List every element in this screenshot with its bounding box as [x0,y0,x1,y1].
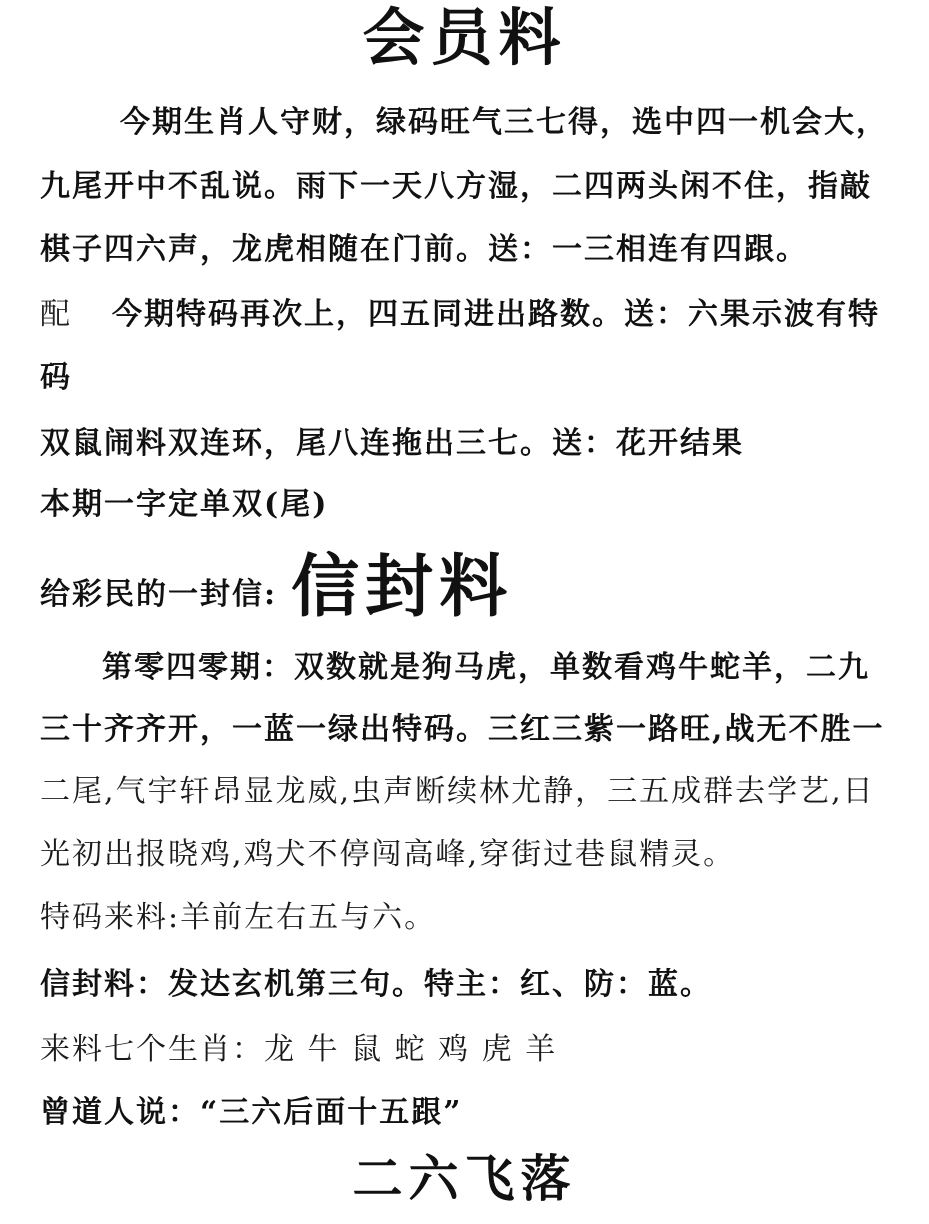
section2-line-7: 来料七个生肖：龙 牛 鼠 蛇 鸡 虎 羊 [40,1032,558,1067]
section2-line-5: 特码来料:羊前左右五与六。 [40,900,437,935]
margin-mark: 配 [40,297,70,332]
section2-line-4: 光初出报晓鸡,鸡犬不停闯高峰,穿街过巷鼠精灵。 [40,837,736,872]
section2-title: 信封料 [291,548,514,627]
section1-line-2: 九尾开中不乱说。雨下一天八方湿，二四两头闲不住，指敲 [40,169,872,204]
section2-heading [40,548,910,627]
section1-line-1: 今期生肖人守财，绿码旺气三七得，选中四一机会大， [120,105,888,140]
page-title: 会员料 [362,1,567,74]
footer-title: 二六飞落 [352,1149,577,1208]
section2-intro: 给彩民的一封信: [40,577,278,612]
section1-line-4: 今期特码再次上，四五同进出路数。送：六果示波有特 [112,297,880,332]
section1-line-7: 本期一字定单双(尾) [40,487,329,522]
section2-line-2: 三十齐齐开，一蓝一绿出特码。三红三紫一路旺,战无不胜一 [40,712,885,747]
section1-line-6: 双鼠闹料双连环，尾八连拖出三七。送：花开结果 [40,426,744,461]
section1-line-5: 码 [40,360,72,395]
section2-line-6: 信封料：发达玄机第三句。特主：红、防：蓝。 [40,967,712,1002]
section2-line-1: 第零四零期：双数就是狗马虎，单数看鸡牛蛇羊，二九 [102,650,870,685]
section1-line-3: 棋子四六声，龙虎相随在门前。送：一三相连有四跟。 [40,232,808,267]
section2-line-3: 二尾,气宇轩昂显龙威,虫声断续林尤静，三五成群去学艺,日 [40,774,875,809]
section2-line-8: 曾道人说：“三六后面十五跟” [40,1095,463,1130]
